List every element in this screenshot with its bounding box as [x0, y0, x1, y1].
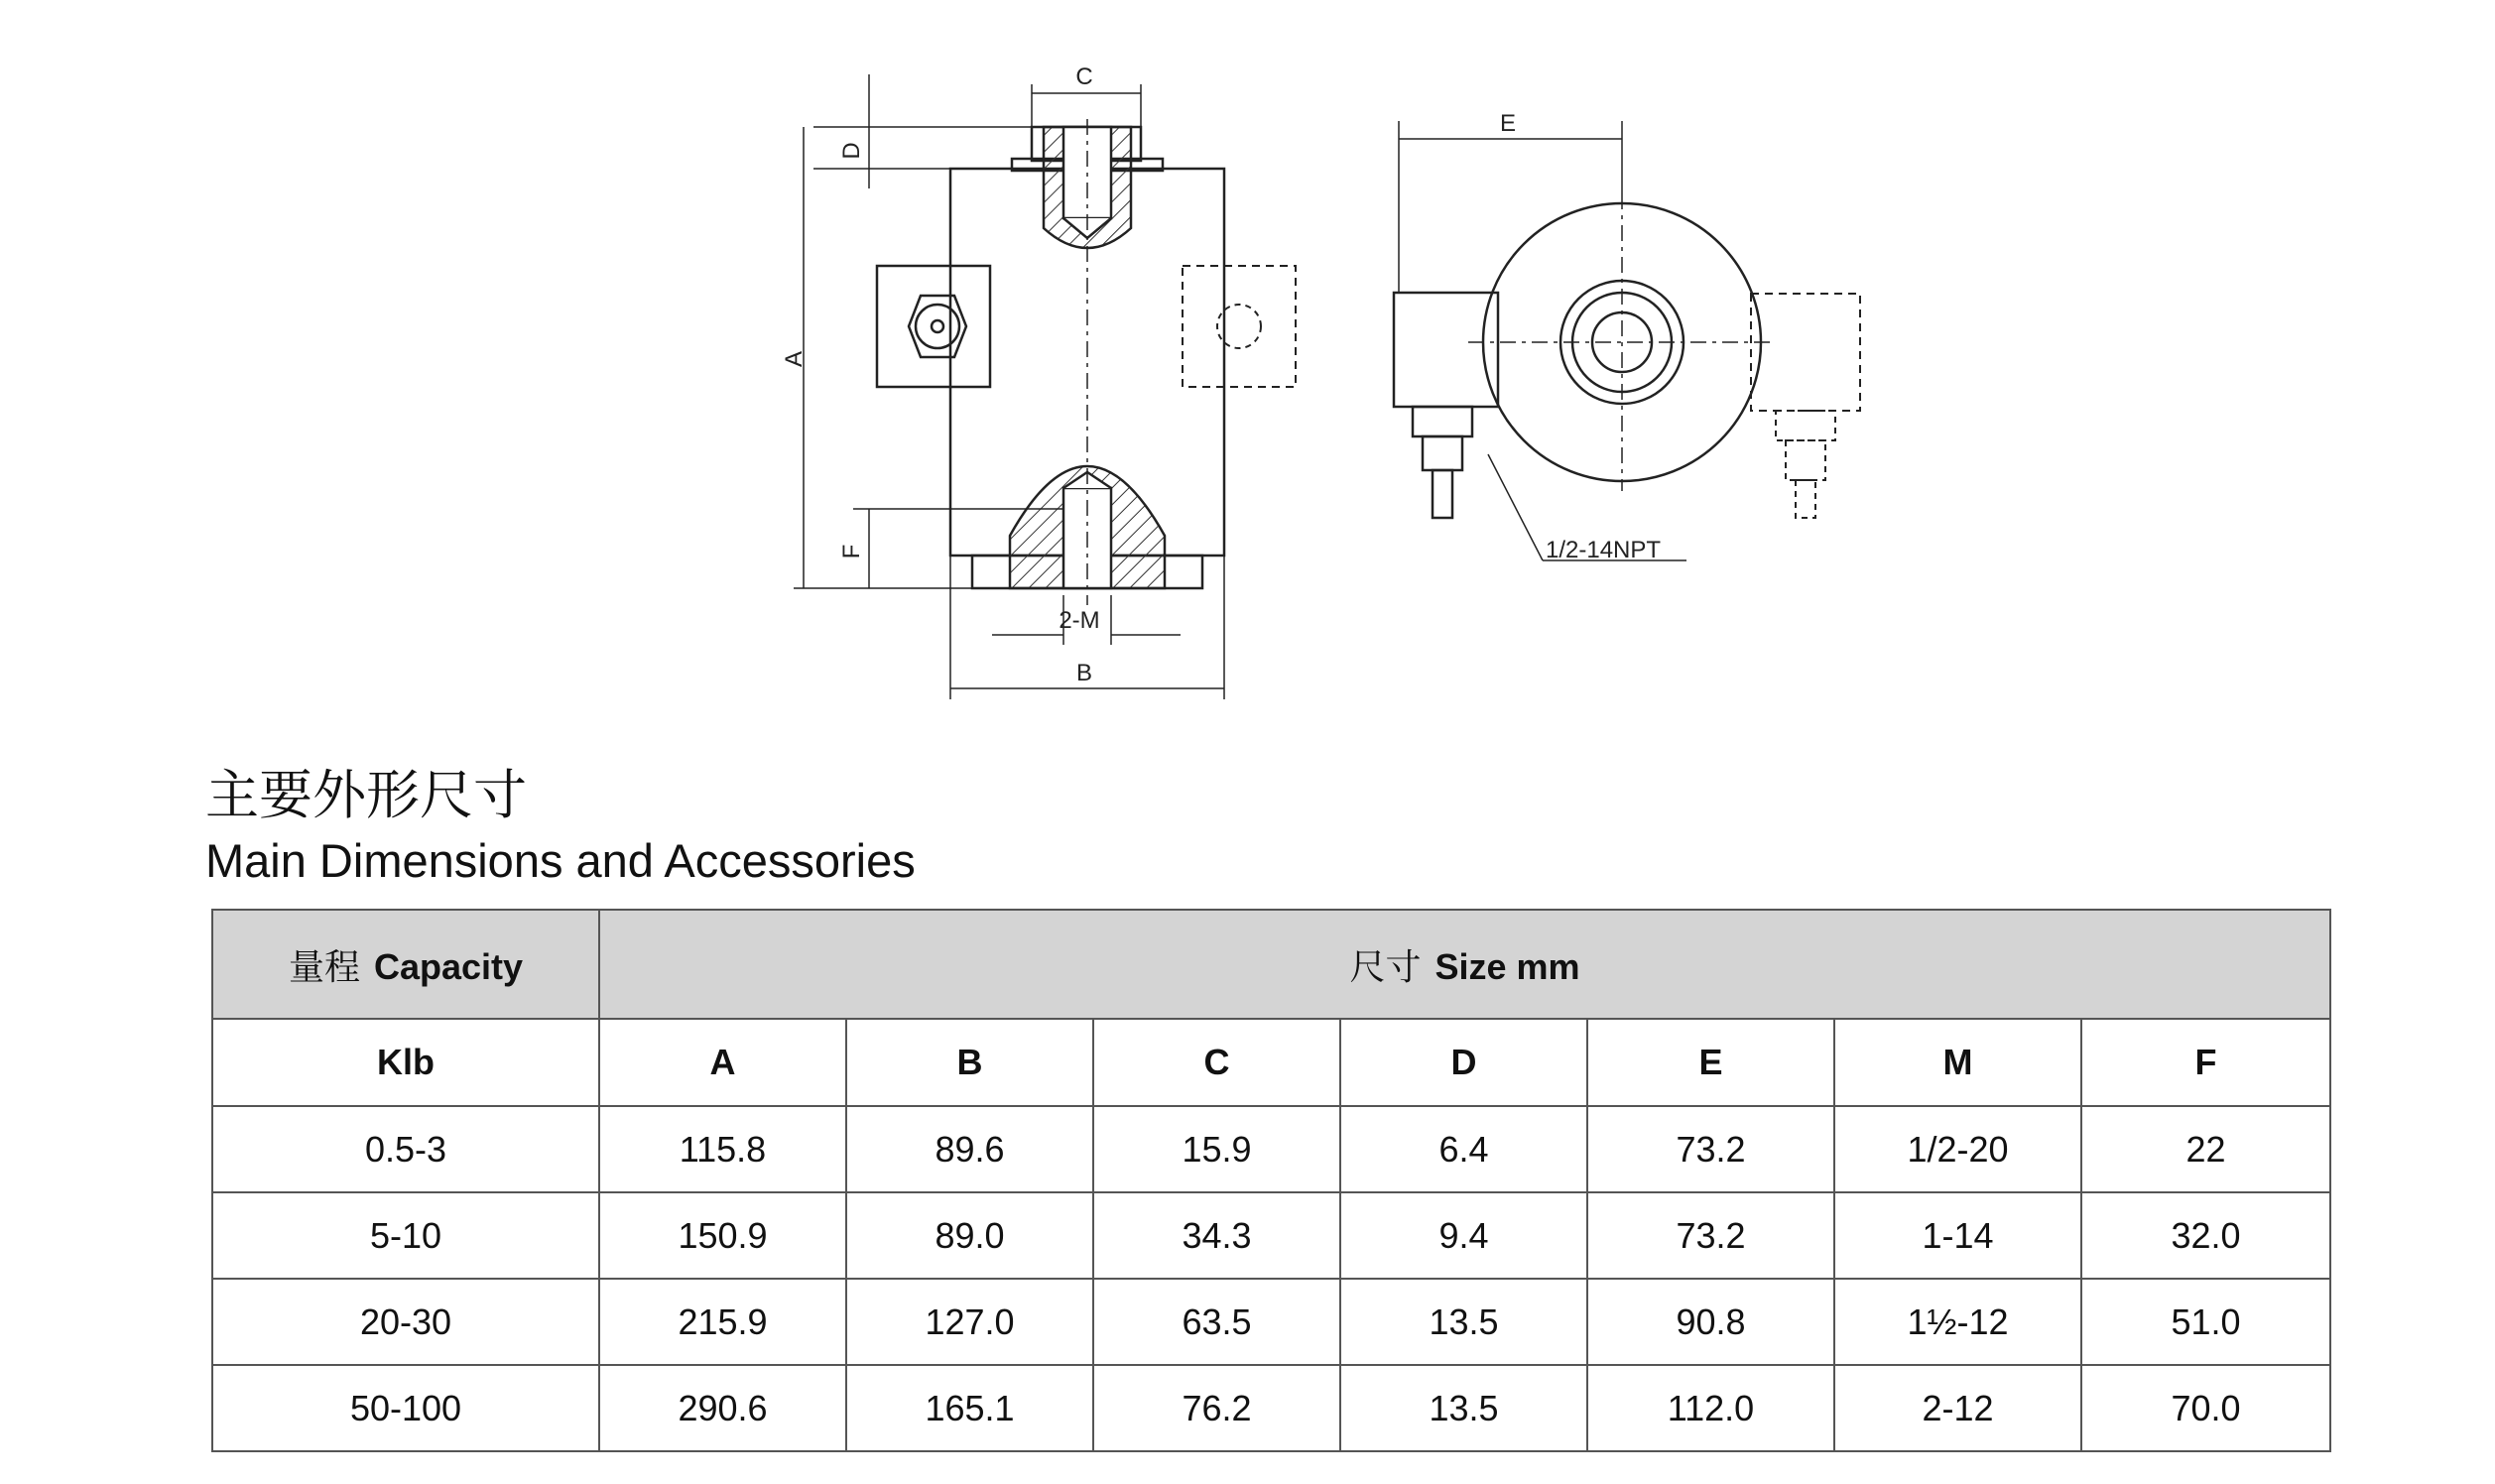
table-column-header-row	[212, 1019, 2330, 1106]
side-view	[1394, 193, 1860, 518]
table-cell: 165.1	[846, 1365, 1093, 1451]
capacity-header	[212, 910, 599, 1019]
table-row	[212, 1192, 2330, 1279]
size-label-zh: 尺寸	[1349, 946, 1422, 988]
column-header: F	[2081, 1019, 2330, 1106]
column-header: E	[1587, 1019, 1834, 1106]
column-header: C	[1093, 1019, 1340, 1106]
table-row	[212, 1106, 2330, 1192]
column-header: A	[599, 1019, 846, 1106]
table-cell: 76.2	[1093, 1365, 1340, 1451]
dimensions-table	[211, 909, 2331, 1452]
table-group-header	[212, 910, 2330, 1019]
label-A: A	[781, 350, 808, 368]
table-cell: 15.9	[1093, 1106, 1340, 1192]
table-cell: 32.0	[2081, 1192, 2330, 1279]
label-M: 2-M	[1059, 607, 1100, 634]
table-cell: 90.8	[1587, 1279, 1834, 1365]
table-cell: 89.6	[846, 1106, 1093, 1192]
table-cell: 22	[2081, 1106, 2330, 1192]
table-cell: 13.5	[1340, 1365, 1587, 1451]
table-cell: 34.3	[1093, 1192, 1340, 1279]
table-cell: 73.2	[1587, 1192, 1834, 1279]
table-row	[212, 1279, 2330, 1365]
heading-english: Main Dimensions and Accessories	[205, 834, 916, 887]
table-cell: 73.2	[1587, 1106, 1834, 1192]
table-cell: 5-10	[212, 1192, 599, 1279]
size-label-en: Size mm	[1435, 945, 1580, 987]
column-header: M	[1834, 1019, 2081, 1106]
table-cell: 13.5	[1340, 1279, 1587, 1365]
column-header: Klb	[212, 1019, 599, 1106]
label-C: C	[1075, 63, 1093, 90]
table-cell: 127.0	[846, 1279, 1093, 1365]
table-cell: 89.0	[846, 1192, 1093, 1279]
capacity-label-en: Capacity	[373, 945, 524, 987]
table-cell: 1½-12	[1834, 1279, 2081, 1365]
table-cell: 150.9	[599, 1192, 846, 1279]
column-header: D	[1340, 1019, 1587, 1106]
table-cell: 115.8	[599, 1106, 846, 1192]
label-F: F	[838, 544, 865, 559]
table-cell: 63.5	[1093, 1279, 1340, 1365]
table-row	[212, 1365, 2330, 1451]
table-cell: 0.5-3	[212, 1106, 599, 1192]
label-D: D	[838, 142, 865, 160]
heading-chinese: 主要外形尺寸	[205, 764, 527, 826]
table-cell: 70.0	[2081, 1365, 2330, 1451]
table-cell: 9.4	[1340, 1192, 1587, 1279]
capacity-label-zh: 量程	[288, 946, 360, 988]
table-cell: 1/2-20	[1834, 1106, 2081, 1192]
label-thread: 1/2-14NPT	[1546, 537, 1662, 563]
table-cell: 50-100	[212, 1365, 599, 1451]
table-cell: 2-12	[1834, 1365, 2081, 1451]
label-E: E	[1499, 110, 1517, 137]
table-cell: 6.4	[1340, 1106, 1587, 1192]
size-header	[599, 910, 2330, 1019]
column-header: B	[846, 1019, 1093, 1106]
table-cell: 51.0	[2081, 1279, 2330, 1365]
table-cell: 215.9	[599, 1279, 846, 1365]
table-cell: 290.6	[599, 1365, 846, 1451]
table-cell: 112.0	[1587, 1365, 1834, 1451]
label-B: B	[1075, 660, 1093, 686]
side-dimensions	[1399, 121, 1686, 560]
table-cell: 1-14	[1834, 1192, 2081, 1279]
table-cell: 20-30	[212, 1279, 599, 1365]
front-view	[877, 119, 1296, 605]
